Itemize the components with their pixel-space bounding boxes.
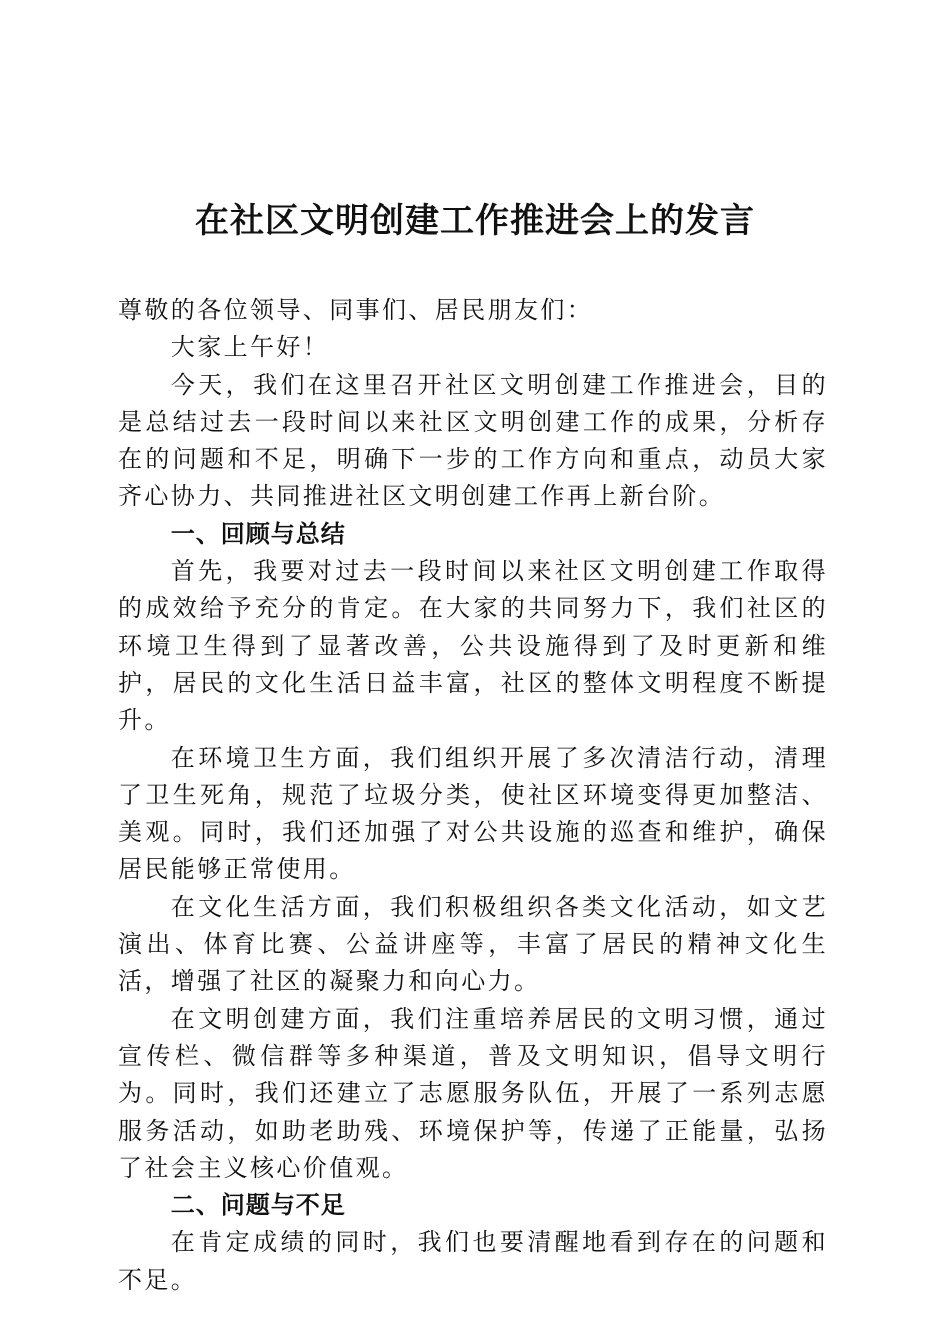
greeting: 大家上午好！ bbox=[170, 333, 330, 362]
document-title: 在社区文明创建工作推进会上的发言 bbox=[195, 201, 755, 241]
document-body bbox=[118, 292, 828, 1299]
section-heading-review: 一、回顾与总结 bbox=[170, 519, 346, 548]
paragraph: 在环境卫生方面，我们组织开展了多次清洁行动，清理了卫生死角，规范了垃圾分类，使社区环境变得更加整洁、美观。同时，我们还加强了对公共设施的巡查和维护，确保居民能够正常使用。 bbox=[118, 743, 828, 884]
intro-paragraph: 今天，我们在这里召开社区文明创建工作推进会，目的是总结过去一段时间以来社区文明创建工作的成果，分析存在的问题和不足，明确下一步的工作方向和重点，动员大家齐心协力、共同推进社区文明创建工作再上新台阶。 bbox=[118, 370, 828, 511]
paragraph: 在文化生活方面，我们积极组织各类文化活动，如文艺演出、体育比赛、公益讲座等，丰富了居民的精神文化生活，增强了社区的凝聚力和向心力。 bbox=[118, 892, 828, 996]
salutation: 尊敬的各位领导、同事们、居民朋友们： bbox=[118, 296, 594, 324]
paragraph: 在肯定成绩的同时，我们也要清醒地看到存在的问题和不足。 bbox=[118, 1228, 828, 1294]
paragraph: 首先，我要对过去一段时间以来社区文明创建工作取得的成效给予充分的肯定。在大家的共同努力下，我们社区的环境卫生得到了显著改善，公共设施得到了及时更新和维护，居民的文化生活日益丰富，社区的整体文明程度不断提升。 bbox=[118, 557, 828, 735]
section-heading-problems: 二、问题与不足 bbox=[170, 1191, 346, 1220]
paragraph: 在文明创建方面，我们注重培养居民的文明习惯，通过宣传栏、微信群等多种渠道，普及文明知识，倡导文明行为。同时，我们还建立了志愿服务队伍，开展了一系列志愿服务活动，如助老助残、环境保护等，传递了正能量，弘扬了社会主义核心价值观。 bbox=[118, 1004, 828, 1182]
